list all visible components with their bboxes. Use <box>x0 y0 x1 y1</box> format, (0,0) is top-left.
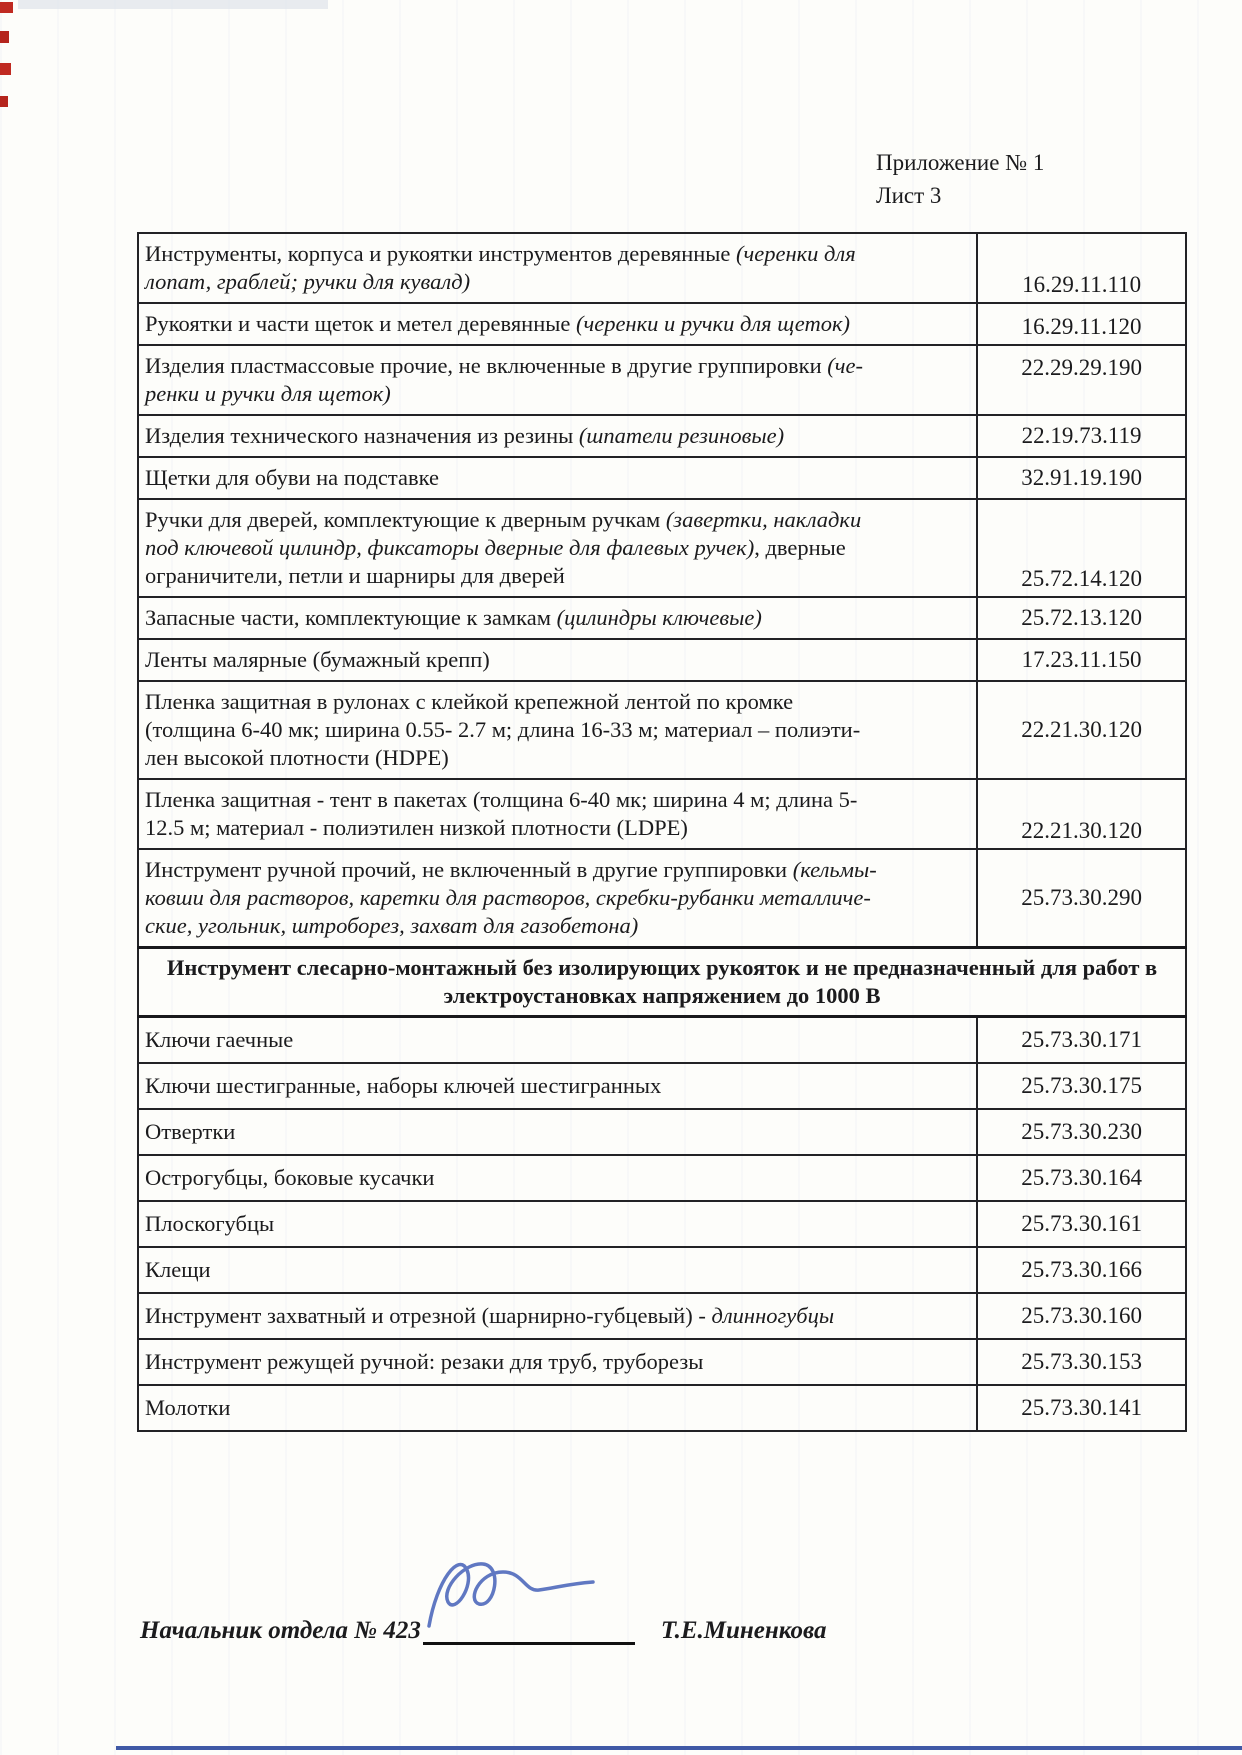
item-code: 22.21.30.120 <box>977 681 1186 779</box>
table-row <box>138 1339 1186 1385</box>
item-code: 25.73.30.141 <box>977 1385 1186 1431</box>
item-text: Ручки для дверей, комплектующие к дверным ручкам <box>145 507 666 532</box>
items-table-body <box>138 233 1186 1431</box>
item-code: 25.73.30.290 <box>977 849 1186 948</box>
item-description <box>138 1155 977 1201</box>
item-text-italic: лопат, граблей; ручки для кувалд) <box>145 269 471 294</box>
item-description <box>138 345 977 415</box>
item-text-italic: (че- <box>827 353 863 378</box>
scan-red-mark <box>0 2 13 13</box>
item-code: 32.91.19.190 <box>977 457 1186 499</box>
item-code: 22.21.30.120 <box>977 779 1186 849</box>
scan-red-mark <box>0 96 8 107</box>
signature-line <box>423 1608 635 1645</box>
item-text: Изделия технического назначения из резины <box>145 423 579 448</box>
item-code: 25.73.30.160 <box>977 1293 1186 1339</box>
item-text: Рукоятки и части щеток и метел деревянные <box>145 311 576 336</box>
item-text: , дверные <box>754 535 846 560</box>
item-text: Инструменты, корпуса и рукоятки инструментов деревянные <box>145 241 737 266</box>
table-row <box>138 779 1186 849</box>
item-description <box>138 303 977 345</box>
table-row <box>138 849 1186 948</box>
sheet-label: Лист 3 <box>876 183 942 208</box>
table-row <box>138 303 1186 345</box>
item-text-italic: ренки и ручки для щеток) <box>145 381 391 406</box>
item-text-italic: ские, угольник, штроборез, захват для газобетона) <box>145 913 639 938</box>
item-text: 12.5 м; материал - полиэтилен низкой плотности (LDPE) <box>145 815 688 840</box>
item-description <box>138 499 977 597</box>
item-text: Ключи шестигранные, наборы ключей шестигранных <box>145 1073 662 1098</box>
item-description <box>138 681 977 779</box>
item-code: 25.72.14.120 <box>977 499 1186 597</box>
item-text: Острогубцы, боковые кусачки <box>145 1165 435 1190</box>
table-row <box>138 345 1186 415</box>
item-text: Изделия пластмассовые прочие, не включенные в другие группировки <box>145 353 828 378</box>
document-header <box>876 146 1044 212</box>
item-description <box>138 1339 977 1385</box>
item-text-italic: (шпатели резиновые) <box>578 423 785 448</box>
item-text-italic: ковши для растворов, каретки для растворов, скребки-рубанки металличе- <box>145 885 871 910</box>
table-row <box>138 1385 1186 1431</box>
item-code: 16.29.11.110 <box>977 233 1186 303</box>
item-text: Пленка защитная - тент в пакетах (толщина 6-40 мк; ширина 4 м; длина 5- <box>145 787 858 812</box>
table-row <box>138 415 1186 457</box>
signature-block <box>140 1608 826 1645</box>
item-text: Инструмент слесарно-монтажный без изолирующих рукояток и не предназначенный для работ в электроустановках напряжением до 1000 В <box>166 955 1158 1008</box>
table-row <box>138 597 1186 639</box>
item-text: (толщина 6-40 мк; ширина 0.55- 2.7 м; длина 16-33 м; материал – полиэти- <box>145 717 861 742</box>
item-code: 22.19.73.119 <box>977 415 1186 457</box>
item-code: 25.73.30.153 <box>977 1339 1186 1385</box>
item-text: Инструмент ручной прочий, не включенный в другие группировки <box>145 857 793 882</box>
table-row <box>138 1293 1186 1339</box>
item-description <box>138 849 977 948</box>
item-text: Инструмент режущей ручной: резаки для труб, труборезы <box>145 1349 704 1374</box>
item-code: 16.29.11.120 <box>977 303 1186 345</box>
item-description <box>138 1063 977 1109</box>
item-text-italic: под ключевой цилиндр, фиксаторы дверные для фалевых ручек) <box>145 535 755 560</box>
item-description <box>138 639 977 681</box>
table-row <box>138 233 1186 303</box>
table-row <box>138 681 1186 779</box>
scan-bottom-line-artifact <box>116 1746 1242 1750</box>
scan-edge-artifact <box>18 0 328 9</box>
item-text: ограничители, петли и шарниры для дверей <box>145 563 565 588</box>
table-row <box>138 1109 1186 1155</box>
item-text-italic: (кельмы- <box>792 857 877 882</box>
items-table <box>137 232 1187 1432</box>
item-description <box>138 1293 977 1339</box>
item-text: Запасные части, комплектующие к замкам <box>145 605 557 630</box>
item-description <box>138 1385 977 1431</box>
item-code: 25.73.30.175 <box>977 1063 1186 1109</box>
item-code: 25.73.30.171 <box>977 1017 1186 1064</box>
item-code: 25.73.30.161 <box>977 1201 1186 1247</box>
item-text: Клещи <box>145 1257 211 1282</box>
signer-name: Т.Е.Миненкова <box>660 1617 827 1644</box>
item-description <box>138 1247 977 1293</box>
appendix-label: Приложение № 1 <box>876 150 1045 175</box>
item-text: Молотки <box>145 1395 231 1420</box>
scan-red-mark <box>0 63 11 75</box>
table-row <box>138 1017 1186 1064</box>
item-text-italic: длинногубцы <box>711 1303 835 1328</box>
item-text-italic: (черенки для <box>736 241 856 266</box>
item-text-italic: (черенки и ручки для щеток) <box>575 311 850 336</box>
item-code: 22.29.29.190 <box>977 345 1186 415</box>
table-row <box>138 1155 1186 1201</box>
item-text: Ленты малярные (бумажный крепп) <box>145 647 490 672</box>
item-description <box>138 415 977 457</box>
item-text-italic: (цилиндры ключевые) <box>556 605 762 630</box>
item-text: Плоскогубцы <box>145 1211 275 1236</box>
signature-scribble <box>407 1542 643 1640</box>
item-code: 25.73.30.230 <box>977 1109 1186 1155</box>
section-header <box>138 948 1186 1017</box>
item-description <box>138 1109 977 1155</box>
table-row <box>138 499 1186 597</box>
item-text: Инструмент захватный и отрезной (шарнирно-губцевый) - <box>145 1303 712 1328</box>
item-description <box>138 1017 977 1064</box>
signer-title: Начальник отдела № 423 <box>140 1617 421 1644</box>
table-row <box>138 457 1186 499</box>
table-row <box>138 639 1186 681</box>
table-row <box>138 1063 1186 1109</box>
item-text: Отвертки <box>145 1119 236 1144</box>
item-description <box>138 779 977 849</box>
item-code: 25.72.13.120 <box>977 597 1186 639</box>
item-code: 25.73.30.164 <box>977 1155 1186 1201</box>
item-code: 25.73.30.166 <box>977 1247 1186 1293</box>
item-description <box>138 597 977 639</box>
item-description <box>138 1201 977 1247</box>
item-description <box>138 457 977 499</box>
item-code: 17.23.11.150 <box>977 639 1186 681</box>
scan-red-mark <box>0 31 9 43</box>
table-row <box>138 1201 1186 1247</box>
item-text: Щетки для обуви на подставке <box>145 465 439 490</box>
item-text: лен высокой плотности (HDPE) <box>145 745 449 770</box>
item-description <box>138 233 977 303</box>
table-row <box>138 1247 1186 1293</box>
item-text: Пленка защитная в рулонах с клейкой крепежной лентой по кромке <box>145 689 794 714</box>
item-text: Ключи гаечные <box>145 1027 294 1052</box>
section-header-row <box>138 948 1186 1017</box>
item-text-italic: (завертки, накладки <box>665 507 862 532</box>
